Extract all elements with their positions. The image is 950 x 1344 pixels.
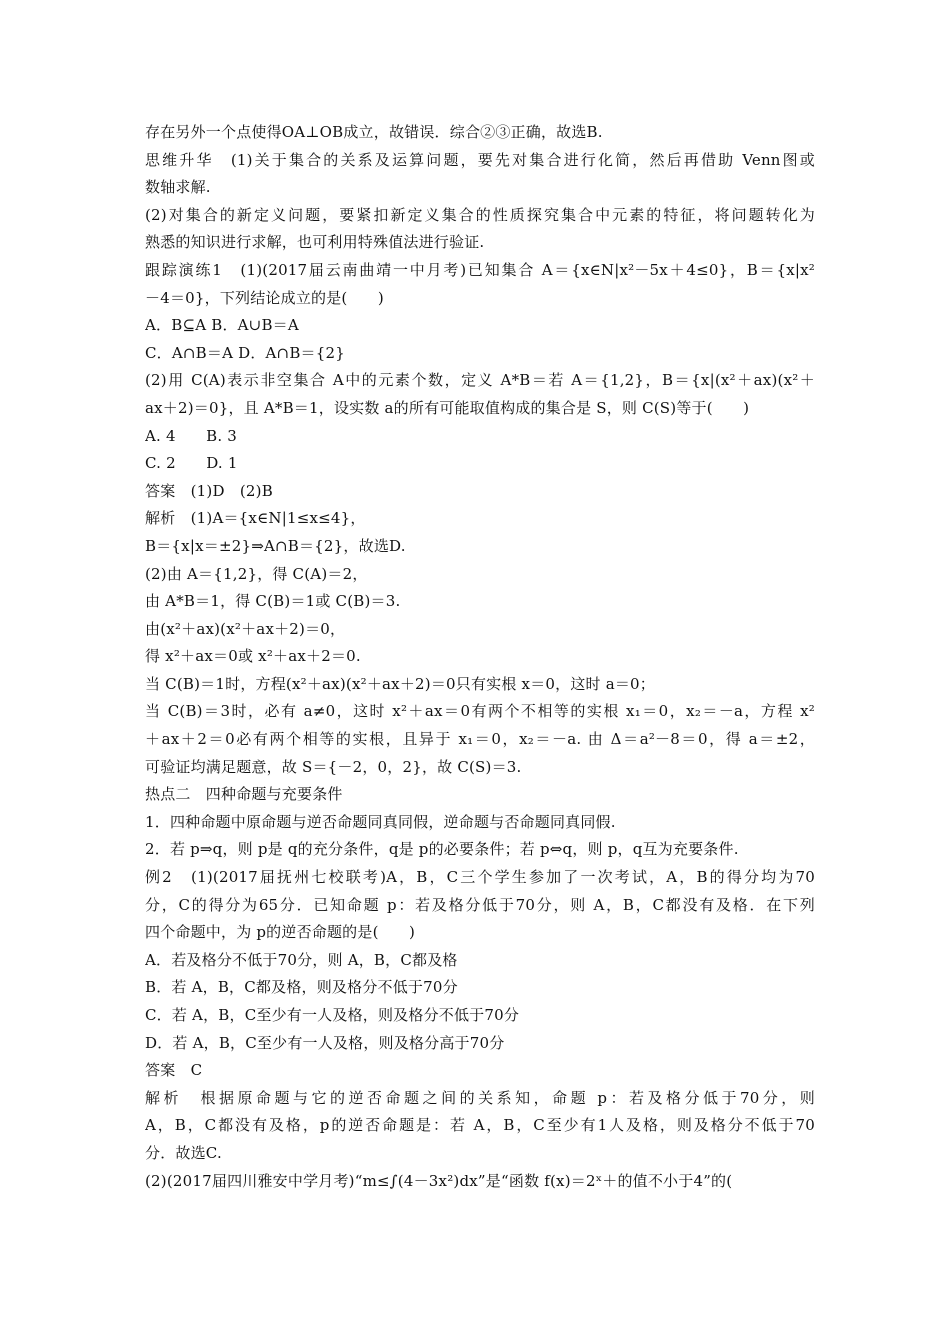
text-line: ax＋2)＝0}，且 A*B＝1，设实数 a的所有可能取值构成的集合是 S，则 C(S)等于( ) [145, 398, 750, 417]
text-line: (2)用 C(A)表示非空集合 A中的元素个数，定义 A*B＝若 A＝{1,2}，B＝{x|(x²＋ax)(x²＋ [145, 371, 815, 390]
text-line: 例2 (1)(2017届抚州七校联考)A，B，C三个学生参加了一次考试，A，B的得分均为70 [145, 868, 815, 887]
analysis-line: 解析 (1)A＝{x∈N|1≤x≤4}， [145, 509, 366, 528]
text-line: 思维升华 (1)关于集合的关系及运算问题，要先对集合进行化简，然后再借助 Venn图或 [145, 150, 815, 169]
text-line: 数轴求解. [145, 178, 211, 197]
text-line: 当 C(B)＝1时，方程(x²＋ax)(x²＋ax＋2)＝0只有实根 x＝0，这时 a＝0； [145, 674, 655, 693]
analysis-line: 解析 根据原命题与它的逆否命题之间的关系知，命题 p：若及格分低于70分，则 [145, 1088, 815, 1107]
text-line: 由(x²＋ax)(x²＋ax＋2)＝0， [145, 619, 346, 638]
document-body [145, 119, 815, 1195]
text-line: －4＝0}，下列结论成立的是( ) [145, 288, 384, 307]
option-line: A．若及格分不低于70分，则 A，B，C都及格 [145, 950, 458, 969]
option-line: A. 4 B. 3 [145, 426, 238, 445]
option-line: C．若 A，B，C至少有一人及格，则及格分不低于70分 [145, 1006, 520, 1024]
answer-line: 答案 C [145, 1061, 203, 1080]
text-line: 存在另外一个点使得OA⊥OB成立，故错误．综合②③正确，故选B. [145, 123, 603, 141]
option-line: B．若 A，B，C都及格，则及格分不低于70分 [145, 978, 458, 997]
text-line: (2)(2017届四川雅安中学月考)“m≤∫(4－3x²)dx”是“函数 f(x)＝2ˣ＋的值不小于4”的( [145, 1171, 733, 1190]
text-line: 由 A*B＝1，得 C(B)＝1或 C(B)＝3. [145, 592, 401, 611]
text-line: 分，C的得分为65分．已知命题 p：若及格分低于70分，则 A，B，C都没有及格．在下列 [145, 895, 815, 914]
text-line: (2)由 A＝{1,2}，得 C(A)＝2， [145, 564, 368, 583]
answer-line: 答案 (1)D (2)B [145, 481, 273, 500]
option-line: D．若 A，B，C至少有一人及格，则及格分高于70分 [145, 1033, 505, 1052]
section-heading: 热点二 四种命题与充要条件 [145, 785, 343, 804]
text-line: 当 C(B)＝3时，必有 a≠0，这时 x²＋ax＝0有两个不相等的实根 x₁＝0，x₂＝－a，方程 x² [145, 702, 815, 721]
text-line: 四个命题中，为 p的逆否命题的是( ) [145, 923, 416, 942]
text-line: 2．若 p⇒q，则 p是 q的充分条件，q是 p的必要条件；若 p⇔q，则 p，q互为充要条件. [145, 840, 739, 859]
option-line: C. 2 D. 1 [145, 454, 238, 473]
text-line: ＋ax＋2＝0必有两个相等的实根，且异于 x₁＝0，x₂＝－a. 由 Δ＝a²－8＝0，得 a＝±2， [145, 730, 815, 749]
text-line: 得 x²＋ax＝0或 x²＋ax＋2＝0. [145, 647, 361, 666]
text-line: (2)对集合的新定义问题，要紧扣新定义集合的性质探究集合中元素的特征，将问题转化为 [145, 205, 815, 224]
text-line: A，B，C都没有及格，p的逆否命题是：若 A，B，C至少有1人及格，则及格分不低于70 [145, 1116, 815, 1135]
option-line: C．A∩B＝A D．A∩B＝{2} [145, 343, 345, 362]
text-line: 分．故选C. [145, 1143, 222, 1162]
text-line: 可验证均满足题意，故 S＝{－2，0，2}，故 C(S)＝3. [145, 757, 522, 776]
text-line: B＝{x|x＝±2}⇒A∩B＝{2}，故选D. [145, 536, 406, 555]
option-line: A．B⊆A B．A∪B＝A [145, 316, 299, 335]
text-line: 跟踪演练1 (1)(2017届云南曲靖一中月考)已知集合 A＝{x∈N|x²－5x＋4≤0}，B＝{x|x² [145, 260, 815, 279]
text-line: 1．四种命题中原命题与逆否命题同真同假，逆命题与否命题同真同假. [145, 812, 616, 831]
text-line: 熟悉的知识进行求解，也可利用特殊值法进行验证. [145, 233, 485, 252]
